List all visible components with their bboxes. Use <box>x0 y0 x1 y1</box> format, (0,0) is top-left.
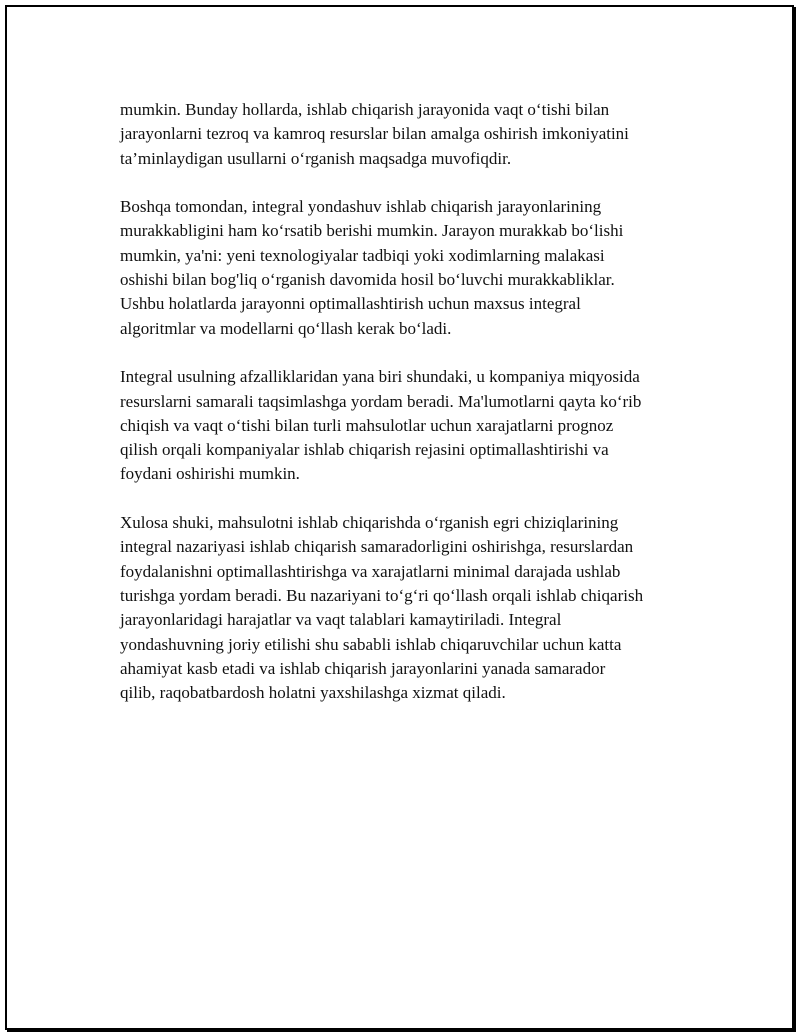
document-body <box>120 98 700 730</box>
paragraph-2: Boshqa tomondan, integral yondashuv ishlab chiqarish jarayonlarining murakkabligini ham ko‘rsatib berishi mumkin. Jarayon murakkab bo‘lishi mumkin, ya'ni: yeni texnologiyalar tadbiqi yoki xodimlarning malakasi oshishi bilan bog'liq o‘rganish davomida hosil bo‘luvchi murakkabliklar. Ushbu holatlarda jarayonni optimallashtirish uchun maxsus integral algoritmlar va modellarni qo‘llash kerak bo‘ladi. <box>120 197 624 338</box>
document-page <box>5 5 794 1030</box>
paragraph-1: mumkin. Bunday hollarda, ishlab chiqarish jarayonida vaqt o‘tishi bilan jarayonlarni tezroq va kamroq resurslar bilan amalga oshirish imkoniyatini ta’minlaydigan usullarni o‘rganish maqsadga muvofiqdir. <box>120 100 629 168</box>
paragraph-3: Integral usulning afzalliklaridan yana biri shundaki, u kompaniya miqyosida resurslarni samarali taqsimlashga yordam beradi. Ma'lumotlarni qayta ko‘rib chiqish va vaqt o‘tishi bilan turli mahsulotlar uchun xarajatlarni prognoz qilish orqali kompaniyalar ishlab chiqarish rejasini optimallashtirishi va foydani oshirishi mumkin. <box>120 367 642 484</box>
paragraph-4: Xulosa shuki, mahsulotni ishlab chiqarishda o‘rganish egri chiziqlarining integral nazariyasi ishlab chiqarish samaradorligini oshirishga, resurslardan foydalanishni optimallashtirishga va xarajatlarni minimal darajada ushlab turishga yordam beradi. Bu nazariyani to‘g‘ri qo‘llash orqali ishlab chiqarish jarayonlaridagi harajatlar va vaqt talablari kamaytiriladi. Integral yondashuvning joriy etilishi shu sababli ishlab chiqaruvchilar uchun katta ahamiyat kasb etadi va ishlab chiqarish jarayonlarini yanada samarador qilib, raqobatbardosh holatni yaxshilashga xizmat qiladi. <box>120 513 644 703</box>
